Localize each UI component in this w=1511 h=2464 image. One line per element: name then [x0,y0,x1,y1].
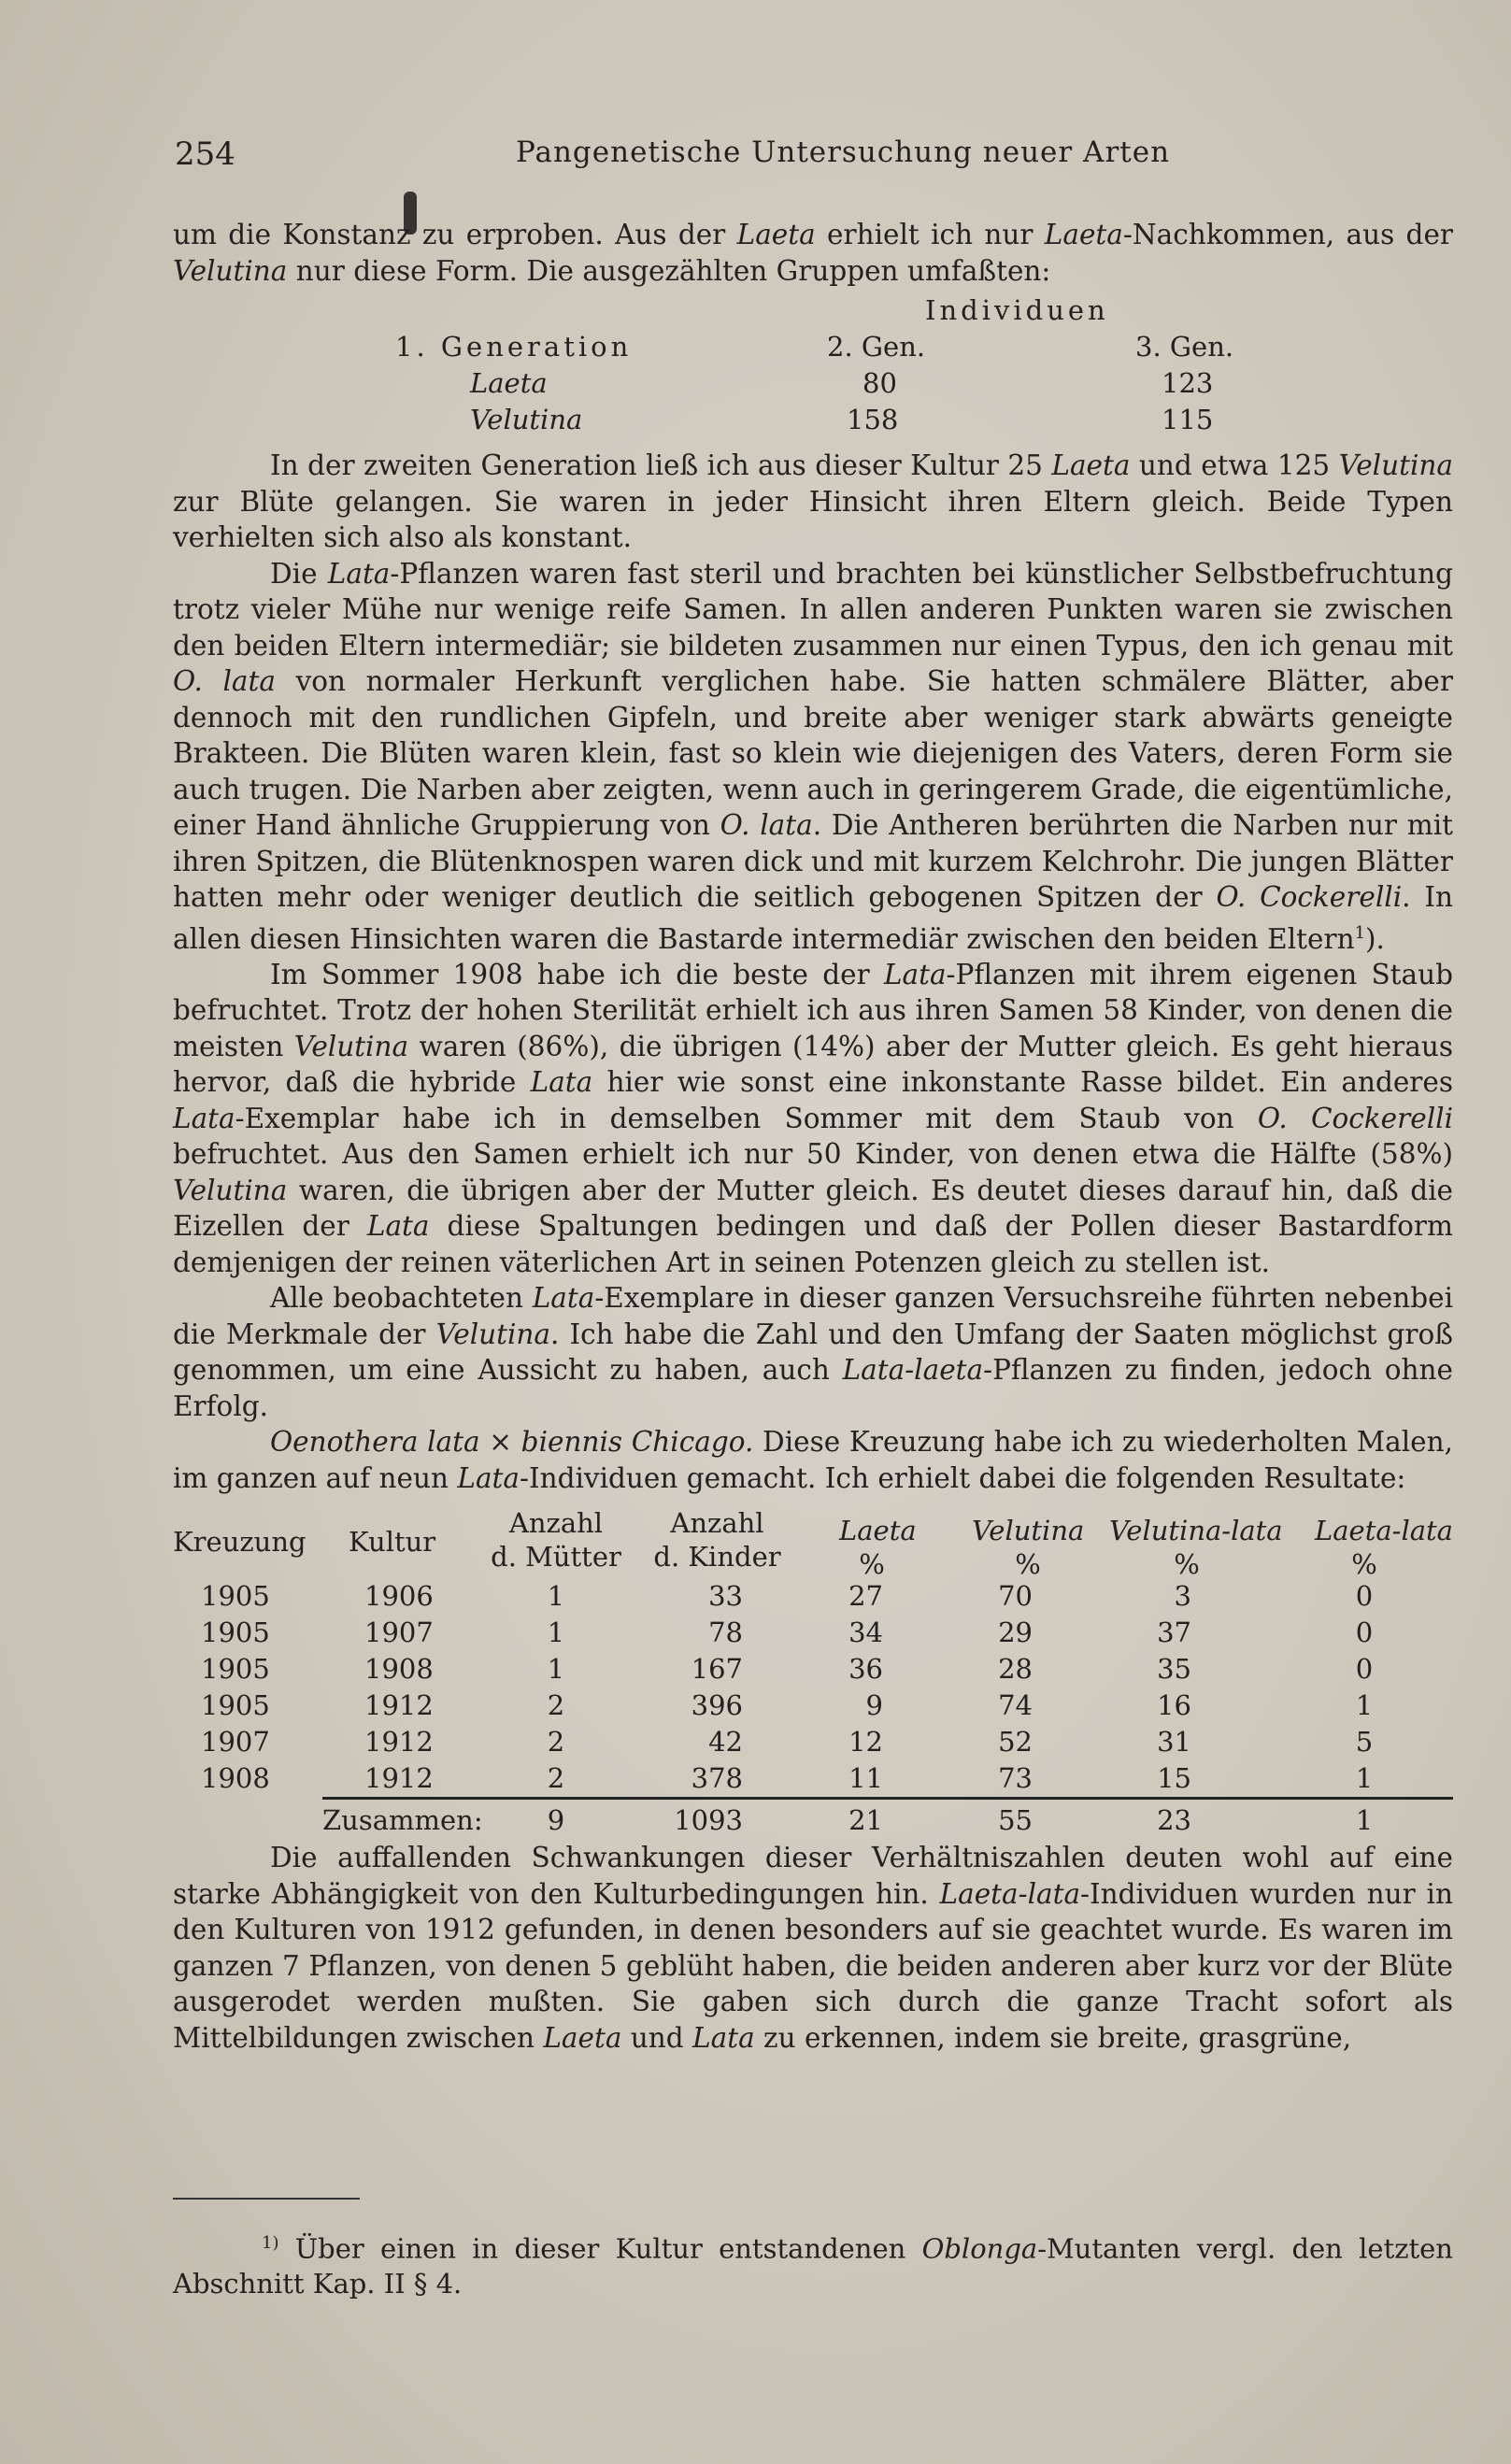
table-cell: 396 [691,1689,743,1722]
table-cell: 1912 [364,1762,434,1795]
paragraph-1: um die Konstanz zu erproben. Aus der Laeta erhielt ich nur Laeta-Nachkommen, aus der Velutina nur diese Form. Die ausgezählten Gruppen umfaßten: [173,219,1453,287]
table-cell: 28 [998,1653,1033,1686]
table-cell: 2 [547,1762,565,1795]
table-cell: 1 [1355,1689,1374,1722]
table-cell: 33 [708,1580,743,1613]
page-header [175,135,1446,177]
table-cell: 1 [547,1617,565,1649]
table-cell: 1 [1355,1762,1374,1795]
pct-mark: % [1174,1548,1200,1581]
footnote-rule [173,2198,360,2200]
pct-mark: % [859,1548,885,1581]
col-header-kreuzung: Kreuzung [173,1526,306,1559]
table-cell: 1905 [201,1689,270,1722]
table-cell: 35 [1157,1653,1191,1686]
total-cell: 55 [998,1804,1033,1837]
table-cell: 29 [998,1617,1033,1649]
total-cell: 9 [547,1804,565,1837]
table-cell: 70 [998,1580,1033,1613]
table-cell: 12 [848,1726,883,1759]
paragraph-7: Die auffallenden Schwankungen dieser Verhältniszahlen deuten wohl auf eine starke Abhängigkeit von den Kulturbedingungen hin. Laeta-lata-Individuen wurden nur in den Kulturen von 1912 gefunden, in denen besonders auf sie geachtet wurde. Es waren im ganzen 7 Pflanzen, von denen 5 geblüht haben, die beiden anderen aber kurz vor der Blüte ausgerodet werden mußten. Sie gaben sich durch die ganze Tracht sofort als Mittelbildungen zwischen Laeta und Lata zu erkennen, indem sie breite, grasgrüne, [173,1842,1453,2054]
page-number: 254 [175,135,235,173]
paragraph-2: In der zweiten Generation ließ ich aus dieser Kultur 25 Laeta und etwa 125 Velutina zur Blüte gelangen. Sie waren in jeder Hinsicht ihren Eltern gleich. Beide Typen verhielten sich also als konstant. [173,449,1453,553]
table-row-name: Velutina [470,404,583,435]
table-cell: 1908 [201,1762,270,1795]
table-cell: 11 [848,1762,883,1795]
col-header-kinder-1: Anzahl [670,1507,764,1540]
table-cell: 52 [998,1726,1033,1759]
table-cell: 1906 [364,1580,434,1613]
total-cell: 1 [1355,1804,1374,1837]
footnote: $^{1)}$ Über einen in dieser Kultur entstandenen Oblonga-Mutanten vergl. den letzten Abschnitt Kap. II § 4. [173,2232,1453,2300]
col-header-laeta: Laeta [839,1515,917,1547]
col-header-velutina: Velutina [972,1515,1085,1547]
table-cell: 31 [1157,1726,1191,1759]
table-super-header: Individuen [925,294,1109,326]
col-header-kinder-2: d. Kinder [653,1541,781,1574]
table-cell: 80 [862,367,897,399]
paragraph-3: Die Lata-Pflanzen waren fast steril und brachten bei künstlicher Selbstbefruchtung trotz vieler Mühe nur wenige reife Samen. In allen anderen Punkten waren sie zwischen den beiden Eltern intermediär; sie bildeten zusammen nur einen Typus, den ich genau mit O. lata von normaler Herkunft verglichen habe. Sie hatten schmälere Blätter, aber dennoch mit den rundlichen Gipfeln, und breite aber weniger stark abwärts geneigte Brakteen. Die Blüten waren klein, fast so klein wie diejenigen des Vaters, deren Form sie auch trugen. Die Narben aber zeigten, wenn auch in geringerem Grade, die eigentümliche, einer Hand ähnliche Gruppierung von O. lata. Die Antheren berührten die Narben nur mit ihren Spitzen, die Blütenknospen waren dick und mit kurzem Kelchrohr. Die jungen Blätter hatten mehr oder weniger deutlich die seitlich gebogenen Spitzen der O. Cockerelli. In allen diesen Hinsichten waren die Bastarde intermediär zwischen den beiden Eltern$^1$). [173,557,1454,955]
table-row-name: Laeta [470,367,548,399]
total-cell: 23 [1157,1804,1191,1837]
table-cell: 74 [998,1689,1033,1722]
results-table [173,1505,1453,1814]
pct-mark: % [1351,1548,1377,1581]
paragraph-4: Im Sommer 1908 habe ich die beste der Lata-Pflanzen mit ihrem eigenen Staub befruchtet. Trotz der hohen Sterilität erhielt ich aus ihren Samen 58 Kinder, von denen die meisten Velutina waren (86%), die übrigen (14%) aber der Mutter gleich. Es geht hieraus hervor, daß die hybride Lata hier wie sonst eine inkonstante Rasse bildet. Ein anderes Lata-Exemplar habe ich in demselben Sommer mit dem Staub von O. Cockerelli befruchtet. Aus den Samen erhielt ich nur 50 Kinder, von denen etwa die Hälfte (58%) Velutina waren, die übrigen aber der Mutter gleich. Es deutet dieses darauf hin, daß die Eizellen der Lata diese Spaltungen bedingen und daß der Pollen dieser Bastardform demjenigen der reinen väterlichen Art in seinen Potenzen gleich zu stellen ist. [173,958,1454,1278]
table-cell: 27 [848,1580,883,1613]
footnote-mark: 1) [262,2233,279,2253]
table-cell: 9 [865,1689,883,1722]
table-cell: 0 [1355,1580,1374,1613]
table-cell: 5 [1355,1726,1374,1759]
table-cell: 1905 [201,1653,270,1686]
paragraph-6: Oenothera lata × biennis Chicago. Diese Kreuzung habe ich zu wiederholten Malen, im ganzen auf neun Lata-Individuen gemacht. Ich erhielt dabei die folgenden Resultate: [173,1426,1453,1494]
table-cell: 73 [998,1762,1033,1795]
table-cell: 115 [1162,404,1214,435]
table-cell: 42 [708,1726,743,1759]
table-header-gen2: 2. Gen. [827,331,926,363]
col-header-muetter-1: Anzahl [508,1507,604,1540]
table-cell: 1912 [364,1726,434,1759]
table-header-generation: 1. Generation [395,331,633,363]
table-cell: 1907 [364,1617,434,1649]
total-rule [322,1797,1453,1800]
page-body [173,217,1453,2056]
table-cell: 378 [691,1762,743,1795]
table-header-gen3: 3. Gen. [1135,331,1234,363]
table-cell: 0 [1355,1653,1374,1686]
table-cell: 1912 [364,1689,434,1722]
table-cell: 1908 [364,1653,434,1686]
generation-table [173,292,1453,440]
table-cell: 37 [1157,1617,1191,1649]
table-cell: 1905 [201,1617,270,1649]
col-header-velutina-lata: Velutina-lata [1109,1515,1283,1547]
table-cell: 1905 [201,1580,270,1613]
table-cell: 78 [708,1617,743,1649]
table-cell: 3 [1174,1580,1191,1613]
table-cell: 34 [848,1617,883,1649]
table-cell: 123 [1162,367,1214,399]
table-cell: 158 [847,404,899,435]
results-total-row [173,1802,1453,1840]
footnote-ref[interactable]: 1 [1354,922,1366,943]
table-cell: 1907 [201,1726,270,1759]
paragraph-5: Alle beobachteten Lata-Exemplare in dieser ganzen Versuchsreihe führten nebenbei die Merkmale der Velutina. Ich habe die Zahl und den Umfang der Saaten möglichst groß genommen, um eine Aussicht zu haben, auch Lata-laeta-Pflanzen zu finden, jedoch ohne Erfolg. [173,1282,1454,1422]
table-cell: 16 [1157,1689,1191,1722]
col-header-kultur: Kultur [349,1526,436,1559]
table-cell: 2 [547,1726,565,1759]
col-header-muetter-2: d. Mütter [491,1541,621,1574]
total-cell: 21 [848,1804,883,1837]
col-header-laeta-lata: Laeta-lata [1315,1515,1453,1547]
table-cell: 167 [691,1653,743,1686]
table-cell: 2 [547,1689,565,1722]
table-cell: 15 [1157,1762,1191,1795]
total-label: Zusammen: [322,1804,483,1837]
table-cell: 0 [1355,1617,1374,1649]
table-cell: 1 [547,1580,565,1613]
pct-mark: % [1015,1548,1041,1581]
table-cell: 1 [547,1653,565,1686]
running-title: Pangenetische Untersuchung neuer Arten [516,135,1171,169]
table-cell: 36 [848,1653,883,1686]
total-cell: 1093 [674,1804,743,1837]
